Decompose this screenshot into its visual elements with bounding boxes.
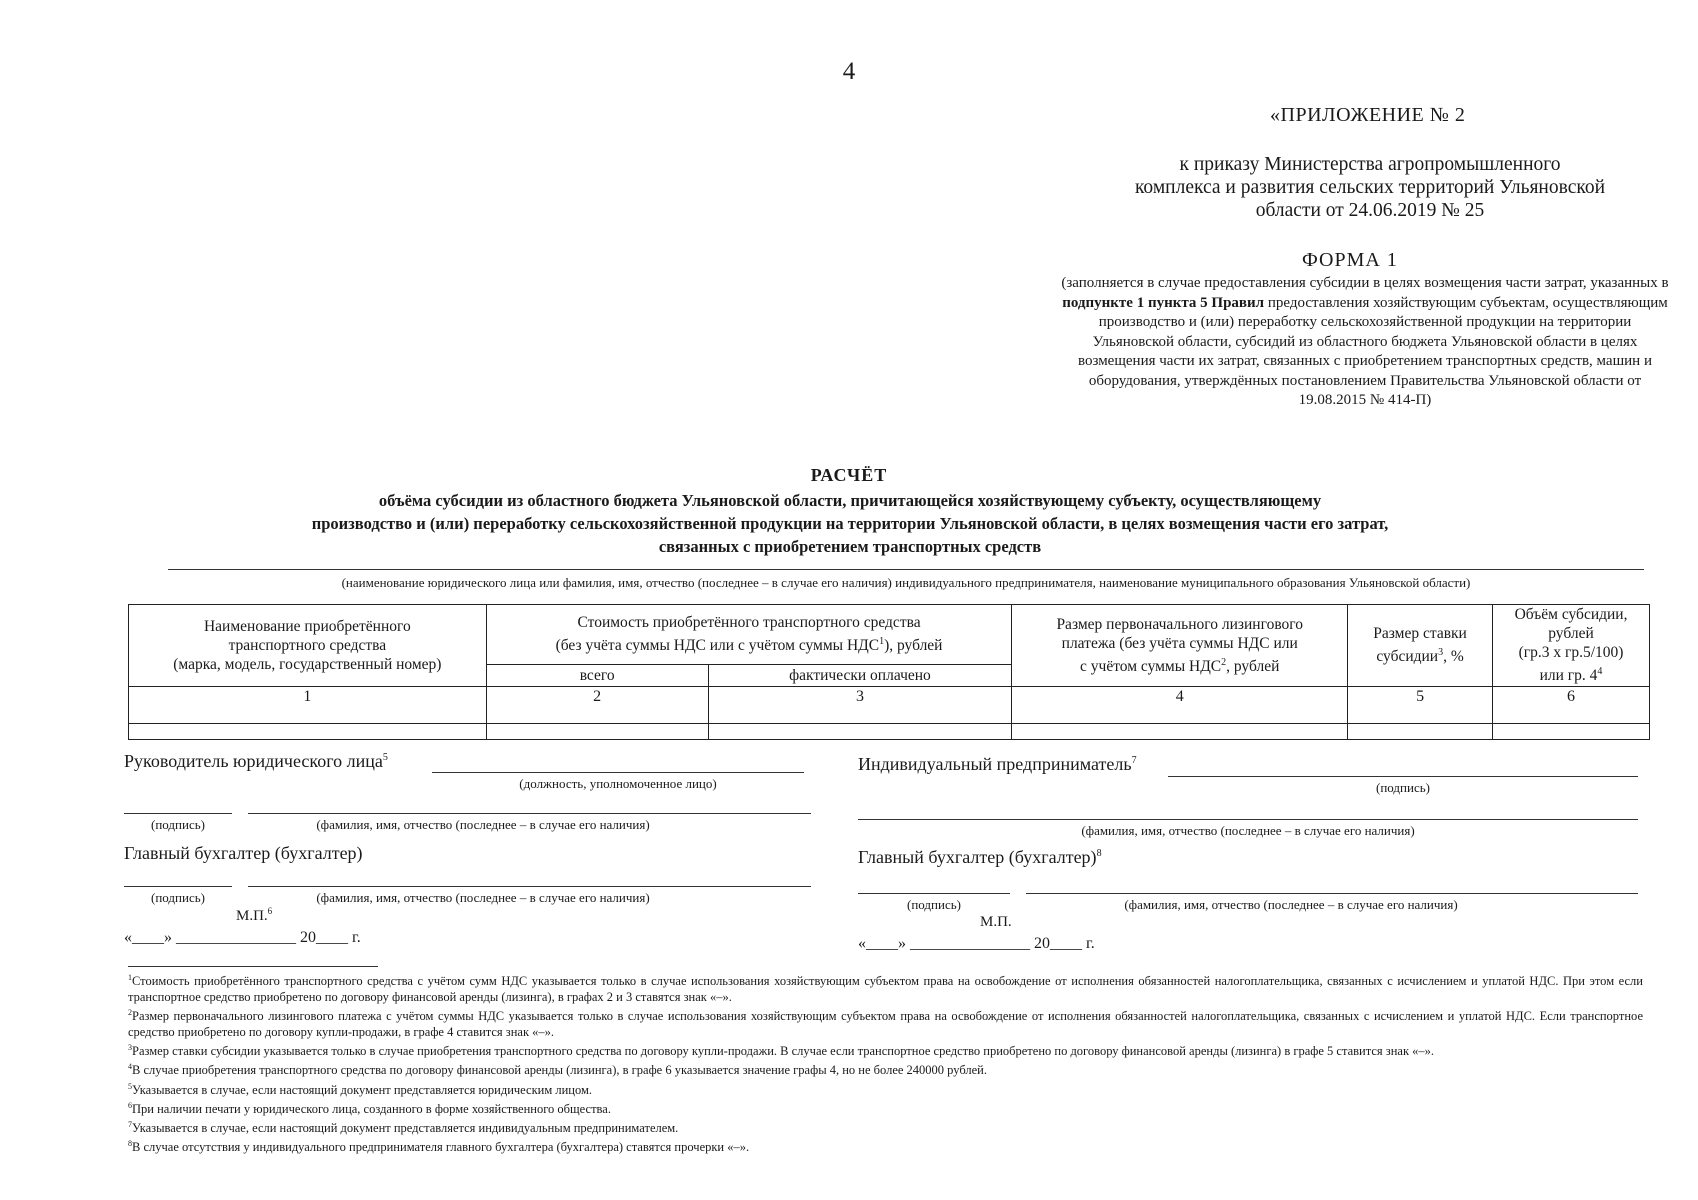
footnote-number: 5 <box>128 1081 132 1091</box>
table-cell[interactable] <box>708 724 1012 740</box>
footnote-ref: 4 <box>1597 666 1603 678</box>
stamp-mark: М.П. <box>980 914 1012 930</box>
signature-caption: (подпись) <box>1376 780 1430 795</box>
fio-field[interactable] <box>1026 893 1638 894</box>
header-col6 <box>1493 605 1650 687</box>
order-reference <box>1080 153 1660 222</box>
entrepreneur-label <box>858 754 1137 775</box>
header-col4 <box>1012 605 1348 687</box>
entity-caption: (наименование юридического лица или фамилия, имя, отчество (последнее – в случае его наличия) индивидуального предпринимателя, наименование муниципального образования Ульяновской области) <box>341 575 1471 590</box>
calc-subtitle-line: объёма субсидии из областного бюджета Ульяновской области, причитающейся хозяйствующему субъекту, осуществляющему <box>378 491 1322 510</box>
fio-caption: (фамилия, имя, отчество (последнее – в случае его наличия) <box>1081 823 1415 838</box>
calc-subtitle-line: производство и (или) переработку сельскохозяйственной продукции на территории Ульяновской области, в целях возмещения части его затрат, <box>311 514 1389 533</box>
header-text-part: субсидии <box>1376 648 1439 666</box>
signature-field[interactable] <box>124 886 232 887</box>
signature-field[interactable] <box>858 893 1010 894</box>
form-note-text: предоставления хозяйствующим субъектам, осуществляющим производство и (или) переработку сельскохозяйственной продукции на территории Ульяновской области, субсидий из областного бюджета Ульяновской области в целях возмещения части их затрат, связанных с приобретением транспортных средств, машин и оборудования, утверждённых постановлением Правительства Ульяновской области от 19.08.2015 № 414-П) <box>1078 294 1668 408</box>
header-col5 <box>1348 605 1493 687</box>
form-note <box>1060 274 1670 411</box>
footnote-text: Стоимость приобретённого транспортного средства с учётом сумм НДС указывается только в случае использования хозяйствующим субъектом права на освобождение от исполнения обязанностей налогоплательщика, связанных с исчислением и уплатой НДС. При этом если транспортное средство приобретено по договору финансовой аренды (лизинга), в графах 2 и 3 ставятся знак «–». <box>128 974 1643 1005</box>
appendix-title: «ПРИЛОЖЕНИЕ № 2 <box>1270 104 1466 126</box>
page-number: 4 <box>842 58 856 85</box>
position-caption: (должность, уполномоченное лицо) <box>519 776 717 791</box>
signature-caption: (подпись) <box>151 890 205 905</box>
entity-name-field[interactable] <box>168 569 1644 570</box>
column-number: 1 <box>129 687 487 724</box>
label-text: Индивидуальный предприниматель <box>858 754 1132 774</box>
position-field[interactable] <box>432 772 804 773</box>
header-text: (марка, модель, государственный номер) <box>173 656 442 673</box>
calc-subtitle-line: связанных с приобретением транспортных средств <box>658 537 1042 556</box>
header-text: Размер первоначального лизингового <box>1056 615 1303 633</box>
footnote-text: Указывается в случае, если настоящий документ представляется юридическим лицом. <box>132 1082 593 1097</box>
footnote-number: 4 <box>128 1062 132 1072</box>
fio-field[interactable] <box>248 886 811 887</box>
table-cell[interactable] <box>129 724 487 740</box>
table-cell[interactable] <box>486 724 708 740</box>
table-cell[interactable] <box>1493 724 1650 740</box>
footnote-number: 8 <box>128 1139 132 1149</box>
footnote-number: 2 <box>128 1008 132 1018</box>
header-col2: всего <box>486 665 708 687</box>
footnote-separator <box>128 966 378 967</box>
label-text: Главный бухгалтер (бухгалтер) <box>858 847 1097 867</box>
calculation-table <box>128 604 1650 740</box>
header-text: (гр.3 х гр.5/100) <box>1518 644 1624 662</box>
form-note-bold: подпункте 1 пункта 5 Правил <box>1062 294 1265 311</box>
footnote-ref: 1 <box>879 636 885 648</box>
column-number: 6 <box>1493 687 1650 724</box>
signature-field[interactable] <box>124 813 232 814</box>
form-name: ФОРМА 1 <box>1302 249 1398 271</box>
footnote-ref: 2 <box>1221 656 1227 668</box>
header-text <box>1016 653 1343 676</box>
chief-accountant-label: Главный бухгалтер (бухгалтер) <box>124 843 363 863</box>
footnote <box>128 1098 1643 1117</box>
footnote-ref: 5 <box>382 752 388 763</box>
footnote-text: Размер первоначального лизингового платежа с учётом суммы НДС указывается только в случае использования хозяйствующим субъектом права на освобождение от исполнения обязанностей налогоплательщика, связанных с исчислением и уплатой НДС. Если транспортное средство приобретено по договору купли-продажи, в графе 4 ставится знак «–». <box>128 1009 1643 1040</box>
form-note-text: (заполняется в случае предоставления субсидии в целях возмещения части затрат, указанных в <box>1061 275 1669 291</box>
footnote-text: При наличии печати у юридического лица, созданного в форме хозяйственного общества. <box>132 1101 611 1116</box>
fio-field[interactable] <box>858 819 1638 820</box>
header-text <box>1352 643 1488 666</box>
header-text: платежа (без учёта суммы НДС или <box>1061 634 1298 652</box>
footnote-number: 1 <box>128 973 132 982</box>
column-number: 3 <box>708 687 1012 724</box>
footnote-text: Указывается в случае, если настоящий документ представляется индивидуальным предпринимателем. <box>132 1121 679 1136</box>
footnotes <box>128 970 1643 1155</box>
footnote-number: 7 <box>128 1119 132 1129</box>
header-text-part: , рублей <box>1226 658 1280 676</box>
header-cost-group <box>486 605 1012 665</box>
column-number: 4 <box>1012 687 1348 724</box>
footnote-ref: 8 <box>1096 848 1102 859</box>
signature-caption: (подпись) <box>151 817 205 832</box>
label-text: Руководитель юридического лица <box>124 751 383 771</box>
footnote-number: 6 <box>128 1100 132 1110</box>
footnote-ref: 7 <box>1131 755 1137 766</box>
table-cell[interactable] <box>1348 724 1493 740</box>
stamp-mark <box>236 906 272 925</box>
header-col3: фактически оплачено <box>708 665 1012 687</box>
header-text <box>1497 662 1645 685</box>
footnote <box>128 1059 1643 1078</box>
stamp-text: М.П. <box>236 908 268 924</box>
entrepreneur-signature-field[interactable] <box>1168 776 1638 777</box>
header-text: Стоимость приобретённого транспортного средства <box>577 614 921 632</box>
header-text: рублей <box>1548 625 1594 643</box>
footnote-text: В случае отсутствия у индивидуального предпринимателя главного бухгалтера (бухгалтера) ставятся прочерки «–». <box>132 1140 750 1155</box>
footnote <box>128 1117 1643 1136</box>
signature-caption: (подпись) <box>907 897 961 912</box>
calc-subtitle <box>230 489 1470 558</box>
fio-caption: (фамилия, имя, отчество (последнее – в случае его наличия) <box>316 890 650 905</box>
footnote <box>128 1136 1643 1155</box>
footnote-text: В случае приобретения транспортного средства по договору финансовой аренды (лизинга), в графе 6 указывается значение графы 4, но не более 240000 рублей. <box>132 1063 987 1078</box>
column-number: 5 <box>1348 687 1493 724</box>
fio-caption: (фамилия, имя, отчество (последнее – в случае его наличия) <box>316 817 650 832</box>
footnote <box>128 1005 1643 1040</box>
header-text-part: ), рублей <box>884 637 943 655</box>
header-text: Объём субсидии, <box>1514 606 1628 624</box>
footnote-ref: 3 <box>1438 647 1444 659</box>
footnote <box>128 1040 1643 1059</box>
right-chief-accountant-label <box>858 847 1102 868</box>
header-text: Наименование приобретённого <box>203 618 411 635</box>
header-text-part: (без учёта суммы НДС или с учётом суммы НДС <box>555 637 880 655</box>
order-reference-line: области от 24.06.2019 № 25 <box>1255 200 1485 221</box>
header-text <box>491 632 1008 655</box>
date-field[interactable]: «____» _______________ 20____ г. <box>858 935 1095 952</box>
order-reference-line: к приказу Министерства агропромышленного <box>1179 154 1561 175</box>
order-reference-line: комплекса и развития сельских территорий Ульяновской <box>1134 177 1606 198</box>
header-text: транспортного средства <box>228 637 387 654</box>
footnote <box>128 1079 1643 1098</box>
footnote-text: Размер ставки субсидии указывается только в случае приобретения транспортного средства по договору купли-продажи. В случае если транспортное средство приобретено по договору финансовой аренды (лизинга) в графе 5 ставится знак «–». <box>132 1044 1435 1059</box>
footnote-number: 3 <box>128 1043 132 1053</box>
header-text-part: или гр. 4 <box>1539 667 1598 685</box>
column-number: 2 <box>486 687 708 724</box>
header-text-part: с учётом суммы НДС <box>1080 658 1222 676</box>
header-text-part: , % <box>1443 648 1464 666</box>
header-col1 <box>129 605 487 687</box>
header-text: Размер ставки <box>1373 625 1467 643</box>
footnote <box>128 970 1643 1005</box>
footnote-ref: 6 <box>267 906 273 916</box>
table-cell[interactable] <box>1012 724 1348 740</box>
legal-entity-head-label <box>124 751 388 772</box>
calc-title: РАСЧЁТ <box>810 465 888 485</box>
fio-caption: (фамилия, имя, отчество (последнее – в случае его наличия) <box>1124 897 1458 912</box>
fio-field[interactable] <box>248 813 811 814</box>
date-field[interactable]: «____» _______________ 20____ г. <box>124 929 361 946</box>
